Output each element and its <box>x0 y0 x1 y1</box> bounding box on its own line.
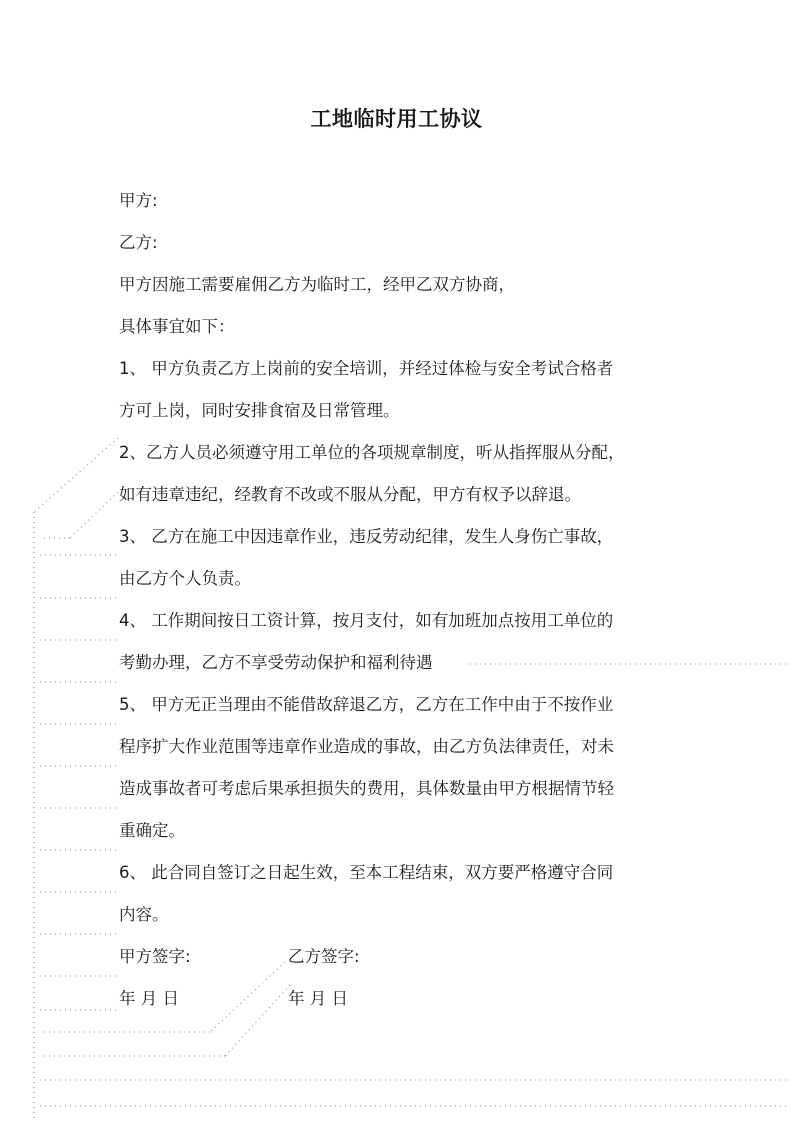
page-title: 工地临时用工协议 <box>310 107 483 131</box>
clause-line: 方可上岗，同时安排食宿及日常管理。 <box>119 401 400 420</box>
clause-line: 6、 此合同自签订之日起生效，至本工程结束，双方要严格遵守合同 <box>119 863 614 882</box>
clause-line: 程序扩大作业范围等违章作业造成的事故，由乙方负法律责任，对未 <box>119 737 614 756</box>
party-b-signature-label: 乙方签字: <box>288 947 360 966</box>
party-a-signature-label: 甲方签字: <box>119 947 191 966</box>
clause-line: 如有违章违纪，经教育不改或不服从分配，甲方有权予以辞退。 <box>119 485 581 504</box>
party-a-label: 甲方: <box>119 191 158 210</box>
clause-line: 4、 工作期间按日工资计算，按月支付，如有加班加点按用工单位的 <box>119 611 614 630</box>
clause-line: 2、乙方人员必须遵守用工单位的各项规章制度，听从指挥服从分配， <box>119 443 625 462</box>
clause-line: 考勤办理，乙方不享受劳动保护和福利待遇 <box>119 653 433 672</box>
clause-line: 内容。 <box>119 905 169 924</box>
party-b-label: 乙方: <box>119 233 158 252</box>
clause-line: 造成事故者可考虑后果承担损失的费用，具体数量由甲方根据情节轻 <box>119 779 614 798</box>
clause-line: 1、 甲方负责乙方上岗前的安全培训，并经过体检与安全考试合格者 <box>119 359 614 378</box>
clause-line: 重确定。 <box>119 821 185 840</box>
clause-line: 3、 乙方在施工中因违章作业，违反劳动纪律，发生人身伤亡事故， <box>119 527 614 546</box>
clause-line: 5、 甲方无正当理由不能借故辞退乙方，乙方在工作中由于不按作业 <box>119 695 614 714</box>
clause-line: 由乙方个人负责。 <box>119 569 251 588</box>
intro-line-1: 甲方因施工需要雇佣乙方为临时工，经甲乙双方协商， <box>119 275 515 294</box>
intro-line-2: 具体事宜如下： <box>119 317 235 336</box>
party-b-date: 年 月 日 <box>288 989 348 1008</box>
party-a-date: 年 月 日 <box>119 989 179 1008</box>
